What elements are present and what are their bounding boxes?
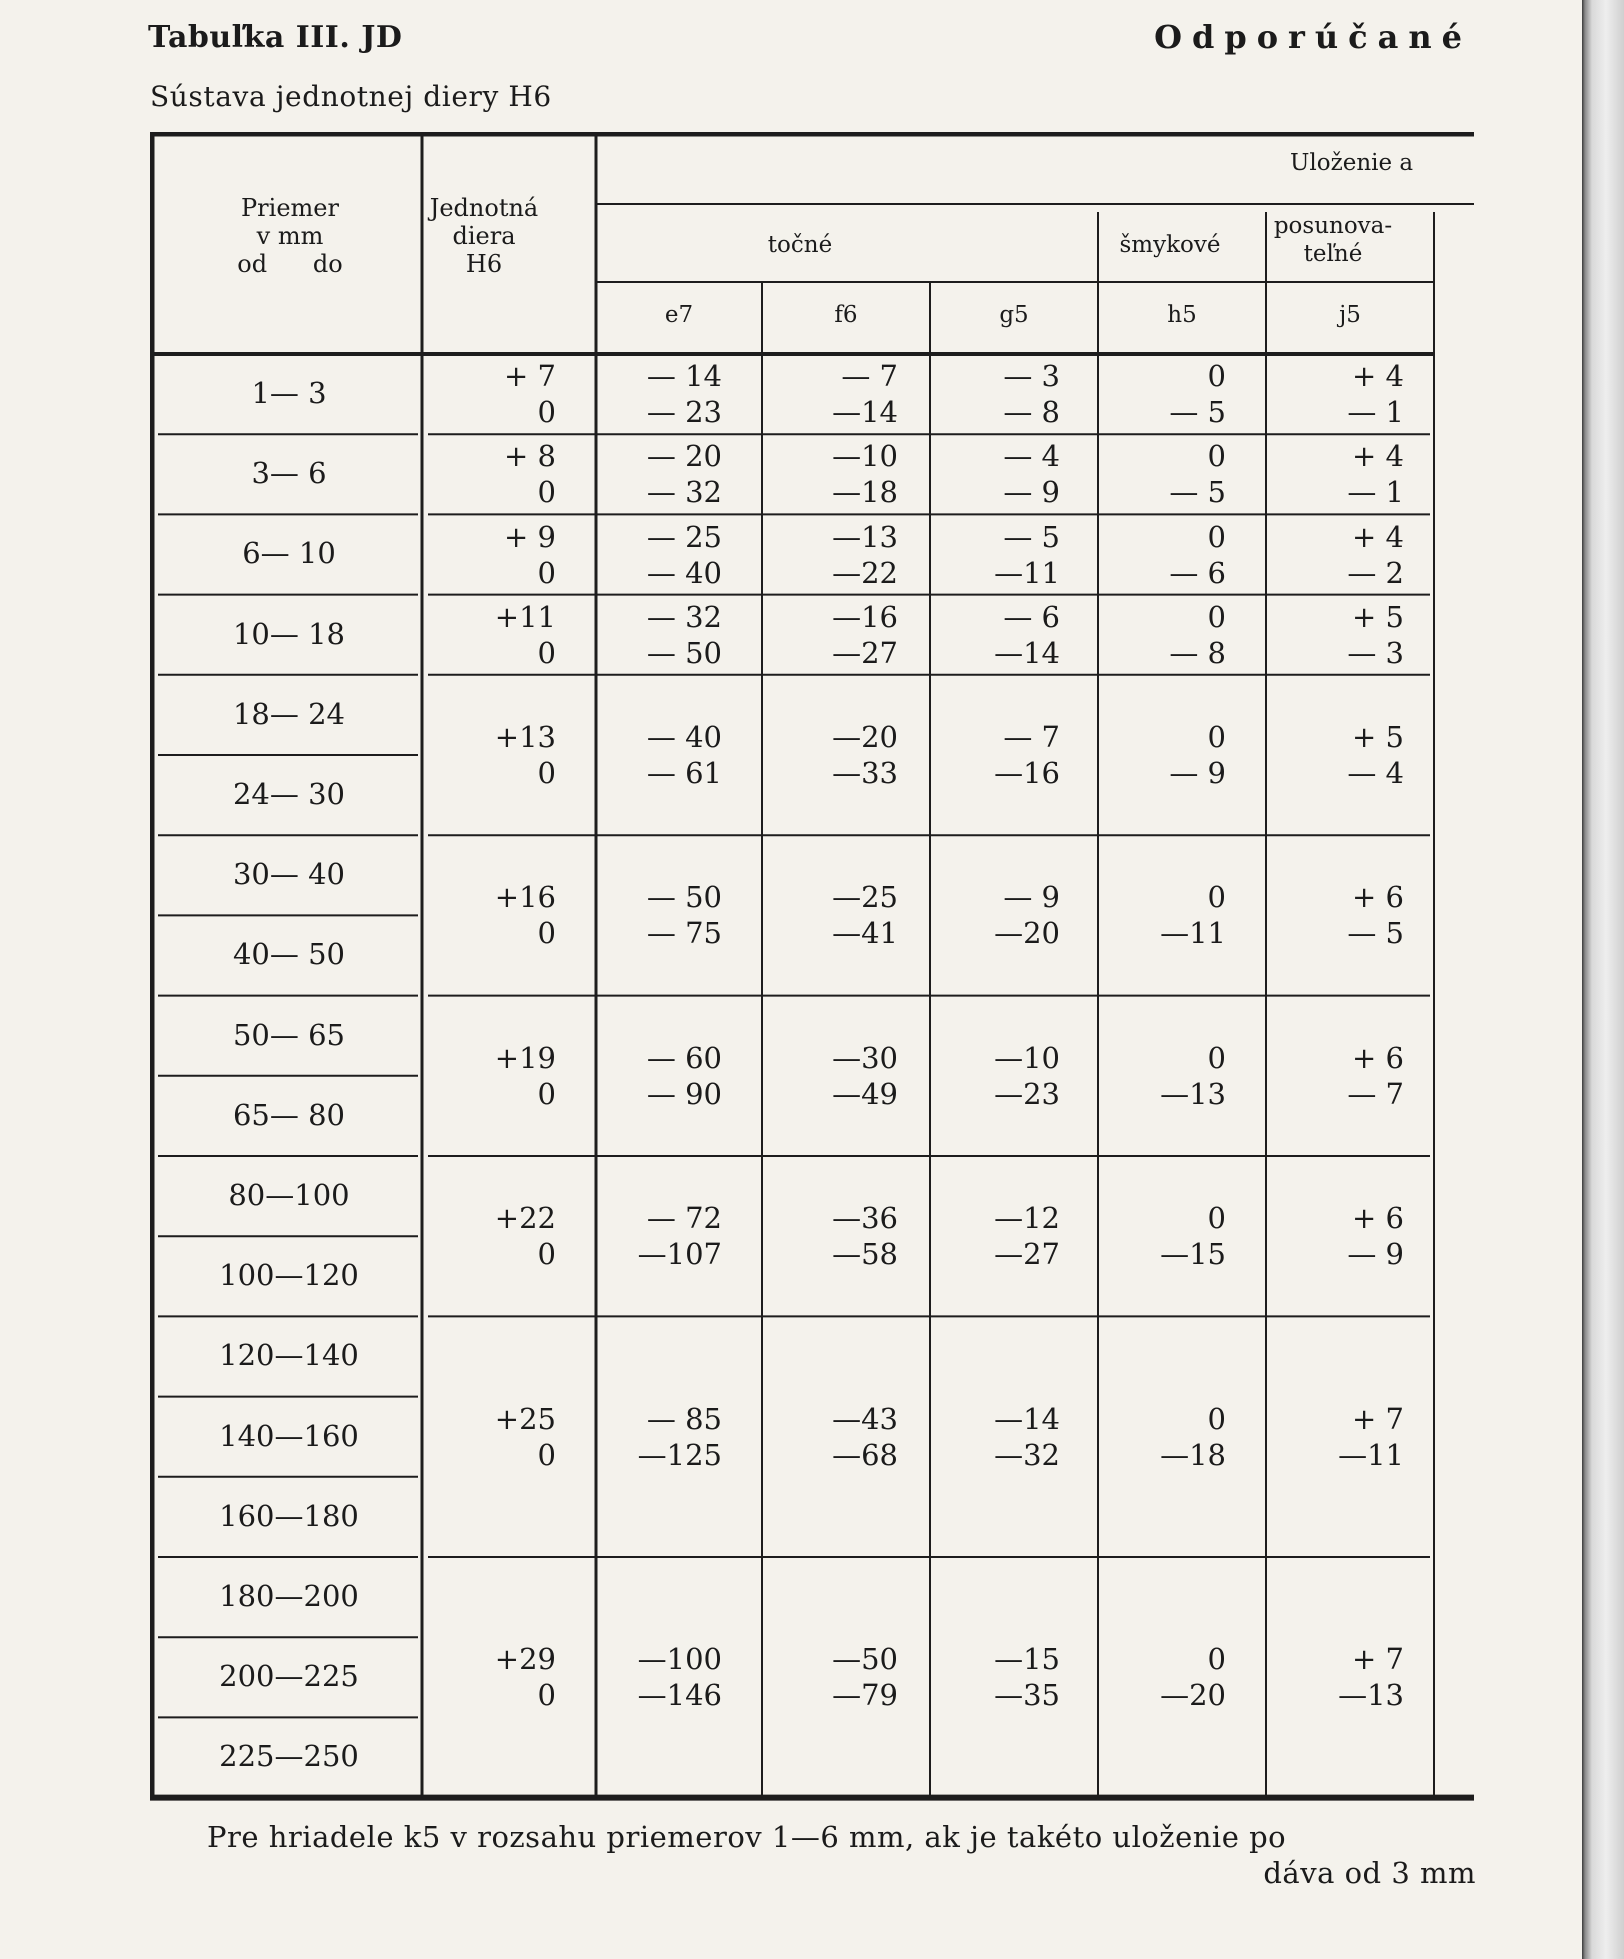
value-cell-e7 [596, 438, 722, 510]
value-cell-hole [422, 358, 556, 430]
lower-deviation: — 5 [1347, 916, 1404, 951]
lower-deviation: 0 [537, 1237, 556, 1272]
upper-deviation: —13 [832, 519, 898, 554]
lower-deviation: —18 [832, 475, 898, 510]
lower-deviation: 0 [537, 555, 556, 590]
lower-deviation: —68 [832, 1437, 898, 1472]
value-cell-j5 [1266, 879, 1404, 951]
upper-deviation: +19 [494, 1040, 556, 1075]
lower-deviation: 0 [537, 756, 556, 790]
lower-deviation: — 4 [1347, 756, 1404, 790]
value-cell-h5 [1098, 358, 1226, 430]
lower-deviation: —146 [637, 1678, 722, 1713]
value-cell-h5 [1098, 719, 1226, 791]
page-binding-edge [1582, 0, 1624, 1959]
value-cell-h5 [1098, 599, 1226, 671]
upper-deviation: — 6 [1003, 599, 1060, 634]
header-posunovatelne: posunova- teľné [1273, 213, 1393, 267]
lower-deviation: — 9 [1347, 1237, 1404, 1272]
lower-deviation: —32 [994, 1437, 1060, 1472]
diameter-range: 225—250 [219, 1739, 359, 1774]
upper-deviation: — 3 [1003, 359, 1060, 394]
lower-deviation: —14 [832, 395, 898, 430]
upper-deviation: — 14 [646, 359, 722, 394]
upper-deviation: + 7 [1352, 1401, 1404, 1436]
value-cell-h5 [1098, 879, 1226, 951]
value-cell-h5 [1098, 1200, 1226, 1272]
value-cell-hole [422, 1200, 556, 1272]
header-hole-h6: Jednotná diera H6 [429, 194, 539, 278]
value-cell-g5 [930, 1200, 1060, 1272]
upper-deviation: + 5 [1352, 720, 1404, 754]
lower-deviation: — 1 [1347, 395, 1404, 430]
header-ulozenie: Uloženie a [1290, 150, 1414, 176]
lower-deviation: —20 [994, 916, 1060, 951]
lower-deviation: —13 [1338, 1678, 1404, 1713]
value-cell-g5 [930, 438, 1060, 510]
value-cell-f6 [762, 1200, 898, 1272]
lower-deviation: — 40 [646, 555, 722, 590]
diameter-range: 80—100 [228, 1178, 350, 1212]
diameter-range: 140—160 [219, 1418, 359, 1453]
upper-deviation: +25 [494, 1401, 556, 1436]
value-cell-hole [422, 599, 556, 671]
value-cell-g5 [930, 1040, 1060, 1112]
value-cell-j5 [1266, 358, 1404, 430]
upper-deviation: —14 [994, 1401, 1060, 1436]
diameter-range: 200—225 [219, 1659, 359, 1694]
value-cell-hole [422, 519, 556, 591]
value-cell-j5 [1266, 1641, 1404, 1713]
value-cell-h5 [1098, 1641, 1226, 1713]
lower-deviation: —11 [1160, 916, 1226, 951]
value-cell-f6 [762, 879, 898, 951]
upper-deviation: +11 [494, 599, 556, 634]
upper-deviation: — 32 [646, 599, 722, 634]
upper-deviation: —15 [994, 1642, 1060, 1677]
diameter-range: 18— 24 [232, 696, 346, 731]
value-cell-j5 [1266, 599, 1404, 671]
lower-deviation: — 9 [1169, 756, 1226, 790]
header-diameter: Priemer v mm od do [237, 194, 343, 278]
upper-deviation: — 40 [646, 720, 722, 754]
upper-deviation: — 50 [646, 880, 722, 915]
lower-deviation: —33 [832, 756, 898, 790]
value-cell-e7 [596, 1641, 722, 1713]
lower-deviation: —58 [832, 1237, 898, 1272]
upper-deviation: — 85 [646, 1401, 722, 1436]
value-cell-j5 [1266, 1040, 1404, 1112]
upper-deviation: + 5 [1352, 599, 1404, 634]
lower-deviation: — 61 [646, 756, 722, 790]
upper-deviation: 0 [1207, 1401, 1226, 1436]
value-cell-f6 [762, 719, 898, 791]
upper-deviation: — 5 [1003, 519, 1060, 554]
subheader-h5: h5 [1167, 302, 1197, 328]
subheader-j5: j5 [1339, 302, 1361, 328]
upper-deviation: 0 [1207, 1201, 1226, 1236]
upper-deviation: + 6 [1352, 880, 1404, 915]
lower-deviation: —11 [994, 555, 1060, 590]
value-cell-hole [422, 1401, 556, 1473]
value-cell-j5 [1266, 1401, 1404, 1473]
lower-deviation: — 5 [1169, 395, 1226, 430]
value-cell-hole [422, 1641, 556, 1713]
upper-deviation: —12 [994, 1201, 1060, 1236]
value-cell-f6 [762, 1401, 898, 1473]
lower-deviation: —22 [832, 555, 898, 590]
value-cell-e7 [596, 1200, 722, 1272]
upper-deviation: 0 [1207, 439, 1226, 474]
upper-deviation: + 4 [1352, 439, 1404, 474]
value-cell-e7 [596, 1040, 722, 1112]
upper-deviation: +22 [494, 1201, 556, 1236]
upper-deviation: —30 [832, 1040, 898, 1075]
upper-deviation: + 4 [1352, 359, 1404, 394]
upper-deviation: — 4 [1003, 439, 1060, 474]
value-cell-hole [422, 719, 556, 791]
diameter-range: 24— 30 [232, 777, 346, 811]
header-smykove: šmykové [1119, 232, 1221, 258]
lower-deviation: — 3 [1347, 635, 1404, 670]
value-cell-g5 [930, 719, 1060, 791]
upper-deviation: —36 [832, 1201, 898, 1236]
value-cell-e7 [596, 1401, 722, 1473]
value-cell-g5 [930, 1401, 1060, 1473]
upper-deviation: +13 [494, 720, 556, 754]
table-subtitle: Sústava jednotnej diery H6 [150, 80, 552, 113]
upper-deviation: + 6 [1352, 1040, 1404, 1075]
diameter-range: 180—200 [219, 1579, 359, 1613]
upper-deviation: —10 [994, 1040, 1060, 1075]
lower-deviation: —35 [994, 1678, 1060, 1713]
subheader-f6: f6 [834, 302, 858, 328]
value-cell-f6 [762, 358, 898, 430]
lower-deviation: — 1 [1347, 475, 1404, 510]
upper-deviation: + 7 [1352, 1642, 1404, 1677]
value-cell-f6 [762, 438, 898, 510]
lower-deviation: — 5 [1169, 475, 1226, 510]
value-cell-e7 [596, 599, 722, 671]
value-cell-hole [422, 1040, 556, 1112]
value-cell-g5 [930, 358, 1060, 430]
lower-deviation: —14 [994, 635, 1060, 670]
subheader-e7: e7 [664, 302, 694, 328]
value-cell-e7 [596, 358, 722, 430]
lower-deviation: — 7 [1347, 1076, 1404, 1111]
upper-deviation: — 7 [1003, 720, 1060, 754]
upper-deviation: — 9 [1003, 880, 1060, 915]
upper-deviation: + 9 [504, 519, 556, 554]
value-cell-f6 [762, 1040, 898, 1112]
upper-deviation: —25 [832, 880, 898, 915]
value-cell-h5 [1098, 1401, 1226, 1473]
lower-deviation: 0 [537, 916, 556, 951]
lower-deviation: 0 [537, 635, 556, 670]
lower-deviation: —13 [1160, 1076, 1226, 1111]
value-cell-hole [422, 438, 556, 510]
lower-deviation: —79 [832, 1678, 898, 1713]
value-cell-hole [422, 879, 556, 951]
header-tocne: točné [767, 232, 833, 258]
value-cell-h5 [1098, 438, 1226, 510]
lower-deviation: —15 [1160, 1237, 1226, 1272]
diameter-range: 10— 18 [232, 616, 346, 651]
lower-deviation: —18 [1160, 1437, 1226, 1472]
lower-deviation: —41 [832, 916, 898, 951]
lower-deviation: — 75 [646, 916, 722, 951]
tolerance-table [150, 132, 1474, 1810]
footnote-line-2: dáva od 3 mm [1263, 1856, 1476, 1890]
upper-deviation: 0 [1207, 1642, 1226, 1677]
value-cell-g5 [930, 599, 1060, 671]
lower-deviation: —20 [1160, 1678, 1226, 1713]
upper-deviation: —100 [637, 1642, 722, 1677]
value-cell-f6 [762, 1641, 898, 1713]
upper-deviation: + 4 [1352, 519, 1404, 554]
upper-deviation: 0 [1207, 880, 1226, 915]
value-cell-j5 [1266, 438, 1404, 510]
lower-deviation: —11 [1338, 1437, 1404, 1472]
value-cell-g5 [930, 519, 1060, 591]
lower-deviation: —27 [832, 635, 898, 670]
lower-deviation: —16 [994, 756, 1060, 790]
lower-deviation: 0 [537, 1678, 556, 1713]
lower-deviation: — 32 [646, 475, 722, 510]
lower-deviation: —125 [637, 1437, 722, 1472]
value-cell-j5 [1266, 1200, 1404, 1272]
value-cell-e7 [596, 719, 722, 791]
value-cell-g5 [930, 879, 1060, 951]
diameter-range: 100—120 [219, 1258, 359, 1293]
lower-deviation: — 8 [1169, 635, 1226, 670]
footnote-line-1: Pre hriadele k5 v rozsahu priemerov 1—6 mm, ak je takéto uloženie po [207, 1820, 1287, 1854]
lower-deviation: — 9 [1003, 475, 1060, 510]
lower-deviation: —27 [994, 1237, 1060, 1272]
diameter-range: 50— 65 [232, 1017, 346, 1052]
upper-deviation: + 8 [504, 439, 556, 474]
lower-deviation: 0 [537, 395, 556, 430]
upper-deviation: 0 [1207, 599, 1226, 634]
table-title: Tabuľka III. JD [148, 20, 403, 55]
diameter-range: 30— 40 [232, 857, 346, 892]
upper-deviation: — 7 [841, 359, 898, 394]
upper-deviation: + 6 [1352, 1201, 1404, 1236]
upper-deviation: + 7 [504, 359, 556, 394]
upper-deviation: 0 [1207, 720, 1226, 754]
diameter-range: 65— 80 [232, 1097, 346, 1132]
upper-deviation: —10 [832, 439, 898, 474]
lower-deviation: — 2 [1347, 555, 1404, 590]
diameter-range: 3— 6 [251, 456, 327, 491]
lower-deviation: —23 [994, 1076, 1060, 1111]
value-cell-h5 [1098, 519, 1226, 591]
lower-deviation: 0 [537, 475, 556, 510]
lower-deviation: — 23 [646, 395, 722, 430]
upper-deviation: 0 [1207, 519, 1226, 554]
value-cell-e7 [596, 879, 722, 951]
lower-deviation: 0 [537, 1076, 556, 1111]
value-cell-e7 [596, 519, 722, 591]
diameter-range: 160—180 [219, 1498, 359, 1533]
upper-deviation: — 60 [646, 1040, 722, 1075]
upper-deviation: —43 [832, 1401, 898, 1436]
lower-deviation: —107 [637, 1237, 722, 1272]
lower-deviation: — 6 [1169, 555, 1226, 590]
upper-deviation: — 20 [646, 439, 722, 474]
lower-deviation: — 90 [646, 1076, 722, 1111]
upper-deviation: +16 [494, 880, 556, 915]
upper-deviation: 0 [1207, 1040, 1226, 1075]
upper-deviation: +29 [494, 1642, 556, 1677]
diameter-range: 120—140 [219, 1338, 359, 1373]
upper-deviation: —50 [832, 1642, 898, 1677]
section-title: Odporúčané [1154, 18, 1472, 56]
value-cell-f6 [762, 599, 898, 671]
upper-deviation: — 25 [646, 519, 722, 554]
value-cell-j5 [1266, 519, 1404, 591]
value-cell-g5 [930, 1641, 1060, 1713]
upper-deviation: — 72 [646, 1201, 722, 1236]
value-cell-j5 [1266, 719, 1404, 791]
value-cell-h5 [1098, 1040, 1226, 1112]
upper-deviation: —16 [832, 599, 898, 634]
lower-deviation: —49 [832, 1076, 898, 1111]
subheader-g5: g5 [999, 302, 1029, 328]
lower-deviation: — 8 [1003, 395, 1060, 430]
upper-deviation: —20 [832, 720, 898, 754]
upper-deviation: 0 [1207, 359, 1226, 394]
diameter-range: 1— 3 [251, 376, 327, 410]
value-cell-f6 [762, 519, 898, 591]
lower-deviation: 0 [537, 1437, 556, 1472]
lower-deviation: — 50 [646, 635, 722, 670]
diameter-range: 6— 10 [242, 536, 336, 571]
diameter-range: 40— 50 [232, 937, 346, 972]
